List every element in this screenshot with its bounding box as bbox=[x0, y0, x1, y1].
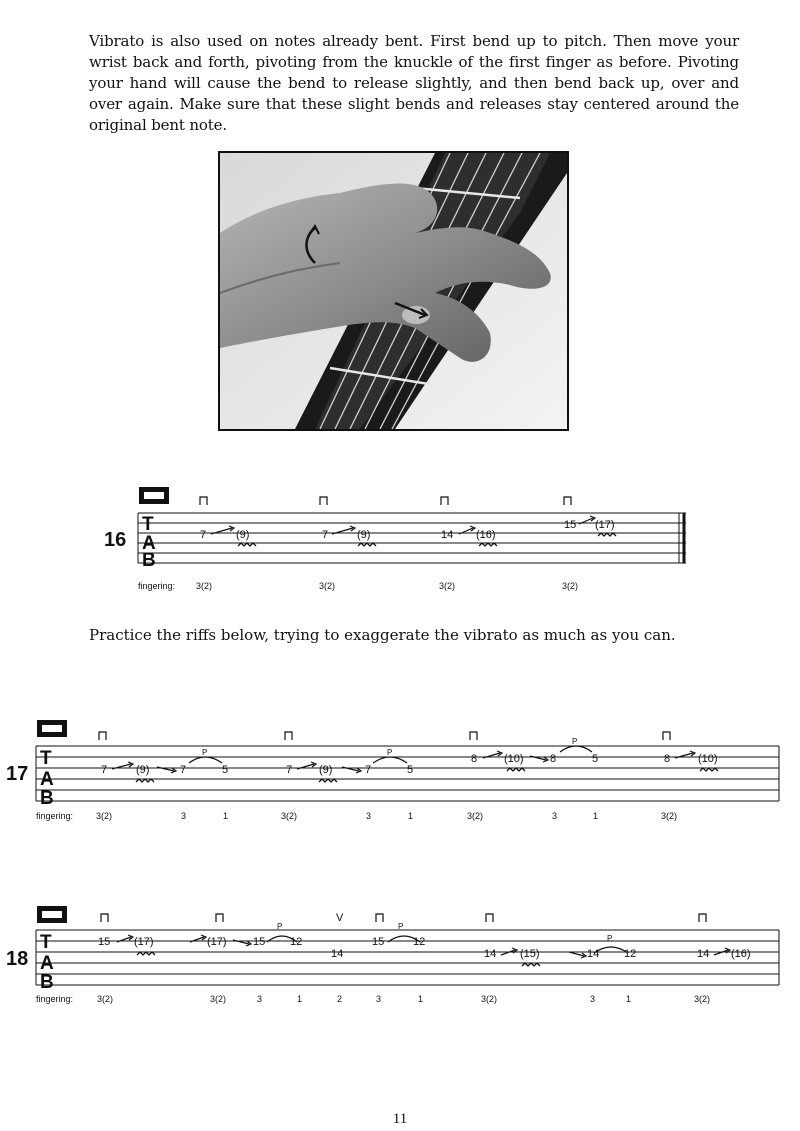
fingering-label: fingering: bbox=[138, 581, 176, 591]
pull-off-mark: P bbox=[387, 748, 393, 757]
tab-letter-a: A bbox=[40, 953, 54, 974]
fingering-value: 3 bbox=[590, 994, 596, 1004]
pull-off-mark: P bbox=[607, 934, 613, 943]
fret-number: (16) bbox=[731, 948, 751, 960]
pull-off-mark: P bbox=[277, 922, 283, 931]
fingering-label: fingering: bbox=[36, 994, 74, 1004]
tab-letter-t: T bbox=[40, 932, 52, 953]
fret-number: 12 bbox=[413, 936, 426, 948]
tab-letter-b: B bbox=[142, 550, 156, 571]
pull-off-mark: P bbox=[202, 748, 208, 757]
fret-number: (9) bbox=[357, 529, 371, 541]
fret-number: (17) bbox=[134, 936, 154, 948]
fret-number: (10) bbox=[698, 753, 718, 765]
practice-instruction: Practice the riffs below, trying to exaggerate the vibrato as much as you can. bbox=[89, 626, 676, 644]
fingering-value: 1 bbox=[223, 811, 229, 821]
fret-number: (10) bbox=[504, 753, 524, 765]
tab-letter-a: A bbox=[40, 769, 54, 790]
fret-number: 7 bbox=[101, 764, 108, 776]
tab-letter-a: A bbox=[142, 533, 156, 554]
fingering-value: 3(2) bbox=[661, 811, 678, 821]
fret-number: (17) bbox=[207, 936, 227, 948]
fret-number: (9) bbox=[136, 764, 150, 776]
fingering-value: 3(2) bbox=[319, 581, 336, 591]
fingering-value: 3 bbox=[181, 811, 187, 821]
fingering-value: 3(2) bbox=[97, 994, 114, 1004]
example-number: 18 bbox=[6, 948, 29, 970]
fingering-value: 3 bbox=[552, 811, 558, 821]
fret-number: 14 bbox=[484, 948, 497, 960]
upstroke-mark: V bbox=[336, 912, 344, 924]
fret-number: 8 bbox=[550, 753, 557, 765]
fret-number: 7 bbox=[180, 764, 187, 776]
fret-number: (17) bbox=[595, 519, 615, 531]
fingering-value: 3 bbox=[366, 811, 372, 821]
fingering-value: 3(2) bbox=[96, 811, 113, 821]
pull-off-mark: P bbox=[398, 922, 404, 931]
fingering-value: 3 bbox=[376, 994, 382, 1004]
fingering-value: 3(2) bbox=[196, 581, 213, 591]
fret-number: 12 bbox=[290, 936, 303, 948]
pull-off-mark: P bbox=[572, 737, 578, 746]
example-number: 16 bbox=[104, 529, 127, 551]
fingering-value: 3(2) bbox=[281, 811, 298, 821]
page-number: 11 bbox=[392, 1111, 408, 1127]
fret-number: 14 bbox=[331, 948, 344, 960]
fret-number: 8 bbox=[471, 753, 478, 765]
fingering-value: 3(2) bbox=[467, 811, 484, 821]
fingering-value: 1 bbox=[418, 994, 424, 1004]
fret-number: 7 bbox=[200, 529, 207, 541]
tab-letter-t: T bbox=[142, 514, 154, 535]
fret-number: 14 bbox=[441, 529, 454, 541]
fingering-value: 1 bbox=[626, 994, 632, 1004]
example-number: 17 bbox=[6, 763, 29, 785]
fingering-label: fingering: bbox=[36, 811, 74, 821]
tab-letter-t: T bbox=[40, 748, 52, 769]
fret-number: (16) bbox=[476, 529, 496, 541]
fret-number: 15 bbox=[98, 936, 111, 948]
fret-number: 7 bbox=[322, 529, 329, 541]
fingering-value: 1 bbox=[408, 811, 414, 821]
fret-number: 7 bbox=[286, 764, 293, 776]
fret-number: 15 bbox=[372, 936, 385, 948]
fret-number: (9) bbox=[236, 529, 250, 541]
fret-number: 12 bbox=[624, 948, 637, 960]
fingering-value: 3(2) bbox=[210, 994, 227, 1004]
fingering-value: 3(2) bbox=[439, 581, 456, 591]
fingering-value: 1 bbox=[297, 994, 303, 1004]
fret-number: (15) bbox=[520, 948, 540, 960]
fret-number: (9) bbox=[319, 764, 333, 776]
fret-number: 7 bbox=[365, 764, 372, 776]
fingering-value: 3 bbox=[257, 994, 263, 1004]
fret-number: 15 bbox=[253, 936, 266, 948]
fingering-value: 2 bbox=[337, 994, 343, 1004]
fret-number: 15 bbox=[564, 519, 577, 531]
intro-paragraph: Vibrato is also used on notes already bent. First bend up to pitch. Then move your wrist back and forth, pivoting from the knuckle of the first finger as before. Pivoting your hand will cause the bend to release slightly, and then bend back up, over and over again. Make sure that these slight bends and releases stay centered around the original bent note. bbox=[89, 32, 739, 134]
fingering-value: 3(2) bbox=[694, 994, 711, 1004]
fret-number: 14 bbox=[587, 948, 600, 960]
tab-letter-b: B bbox=[40, 788, 54, 809]
fingering-value: 3(2) bbox=[481, 994, 498, 1004]
fret-number: 5 bbox=[407, 764, 414, 776]
fret-number: 8 bbox=[664, 753, 671, 765]
fret-number: 5 bbox=[592, 753, 599, 765]
fingering-value: 1 bbox=[593, 811, 599, 821]
fingering-value: 3(2) bbox=[562, 581, 579, 591]
fret-number: 5 bbox=[222, 764, 229, 776]
tab-letter-b: B bbox=[40, 972, 54, 993]
fret-number: 14 bbox=[697, 948, 710, 960]
